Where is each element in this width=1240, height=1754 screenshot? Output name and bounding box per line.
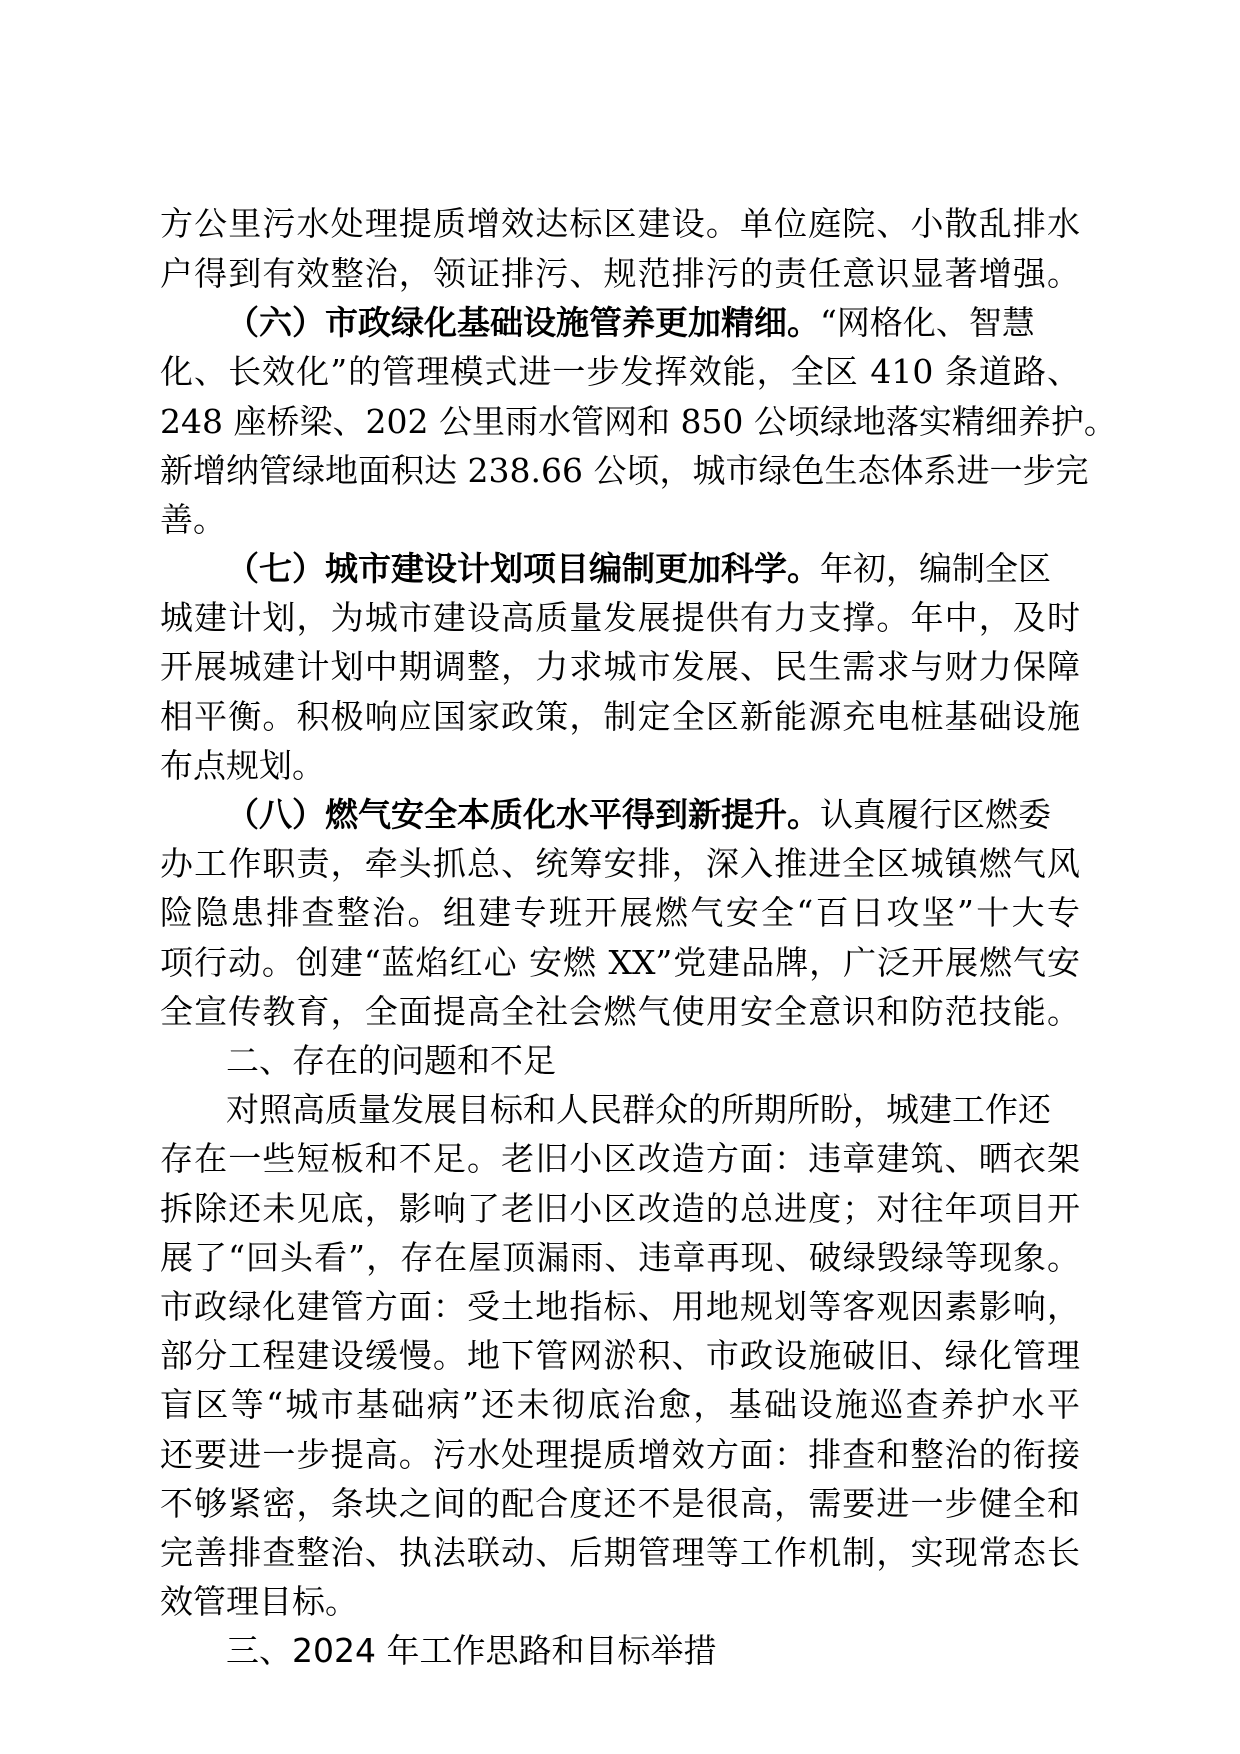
paragraph-8-lead: （八）燃气安全本质化水平得到新提升。	[226, 795, 820, 834]
text-line: 方公里污水处理提质增效达标区建设。单位庭院、小散乱排水	[160, 204, 1080, 243]
paragraph-8-first-line	[226, 795, 1080, 835]
text-line: 善。	[160, 500, 226, 539]
section-heading-3: 三、2024 年工作思路和目标举措	[226, 1631, 717, 1670]
text-line: 部分工程建设缓慢。地下管网淤积、市政设施破旧、绿化管理	[160, 1336, 1080, 1375]
text-line: 新增纳管绿地面积达 238.66 公顷，城市绿色生态体系进一步完	[160, 451, 1089, 490]
paragraph-8-first-rest: 认真履行区燃委	[820, 795, 1051, 834]
text-line: 完善排查整治、执法联动、后期管理等工作机制，实现常态长	[160, 1533, 1080, 1572]
text-line: 相平衡。积极响应国家政策，制定全区新能源充电桩基础设施	[160, 697, 1080, 736]
text-line: 对照高质量发展目标和人民群众的所期所盼，城建工作还	[226, 1090, 1051, 1129]
paragraph-7-first-line	[226, 549, 1080, 589]
text-line: 不够紧密，条块之间的配合度还不是很高，需要进一步健全和	[160, 1484, 1080, 1523]
paragraph-6-lead: （六）市政绿化基础设施管养更加精细。	[226, 303, 820, 342]
text-line: 险隐患排查整治。组建专班开展燃气安全“百日攻坚”十大专	[160, 893, 1080, 932]
paragraph-6-first-line	[226, 303, 1080, 343]
section-heading-2: 二、存在的问题和不足	[226, 1041, 556, 1080]
text-line: 户得到有效整治，领证排污、规范排污的责任意识显著增强。	[160, 254, 1080, 293]
text-line: 布点规划。	[160, 746, 325, 785]
paragraph-7-lead: （七）城市建设计划项目编制更加科学。	[226, 549, 820, 588]
text-line: 展了“回头看”，存在屋顶漏雨、违章再现、破绿毁绿等现象。	[160, 1238, 1080, 1277]
text-line: 项行动。创建“蓝焰红心 安燃 XX”党建品牌，广泛开展燃气安	[160, 943, 1080, 982]
text-line: 市政绿化建管方面：受土地指标、用地规划等客观因素影响，	[160, 1287, 1080, 1326]
text-line: 效管理目标。	[160, 1582, 358, 1621]
text-line: 化、长效化”的管理模式进一步发挥效能，全区 410 条道路、	[160, 352, 1080, 391]
text-line: 办工作职责，牵头抓总、统筹安排，深入推进全区城镇燃气风	[160, 844, 1080, 883]
text-line: 还要进一步提高。污水处理提质增效方面：排查和整治的衔接	[160, 1435, 1080, 1474]
paragraph-7-first-rest: 年初，编制全区	[820, 549, 1051, 588]
text-line: 存在一些短板和不足。老旧小区改造方面：违章建筑、晒衣架	[160, 1139, 1080, 1178]
text-line: 全宣传教育，全面提高全社会燃气使用安全意识和防范技能。	[160, 992, 1080, 1031]
text-line: 拆除还未见底，影响了老旧小区改造的总进度；对往年项目开	[160, 1189, 1080, 1228]
paragraph-6-first-rest: “网格化、智慧	[820, 303, 1035, 342]
text-line: 城建计划，为城市建设高质量发展提供有力支撑。年中，及时	[160, 598, 1080, 637]
text-line: 盲区等“城市基础病”还未彻底治愈，基础设施巡查养护水平	[160, 1385, 1080, 1424]
text-line: 开展城建计划中期调整，力求城市发展、民生需求与财力保障	[160, 647, 1080, 686]
text-line: 248 座桥梁、202 公里雨水管网和 850 公顷绿地落实精细养护。	[160, 402, 1117, 441]
